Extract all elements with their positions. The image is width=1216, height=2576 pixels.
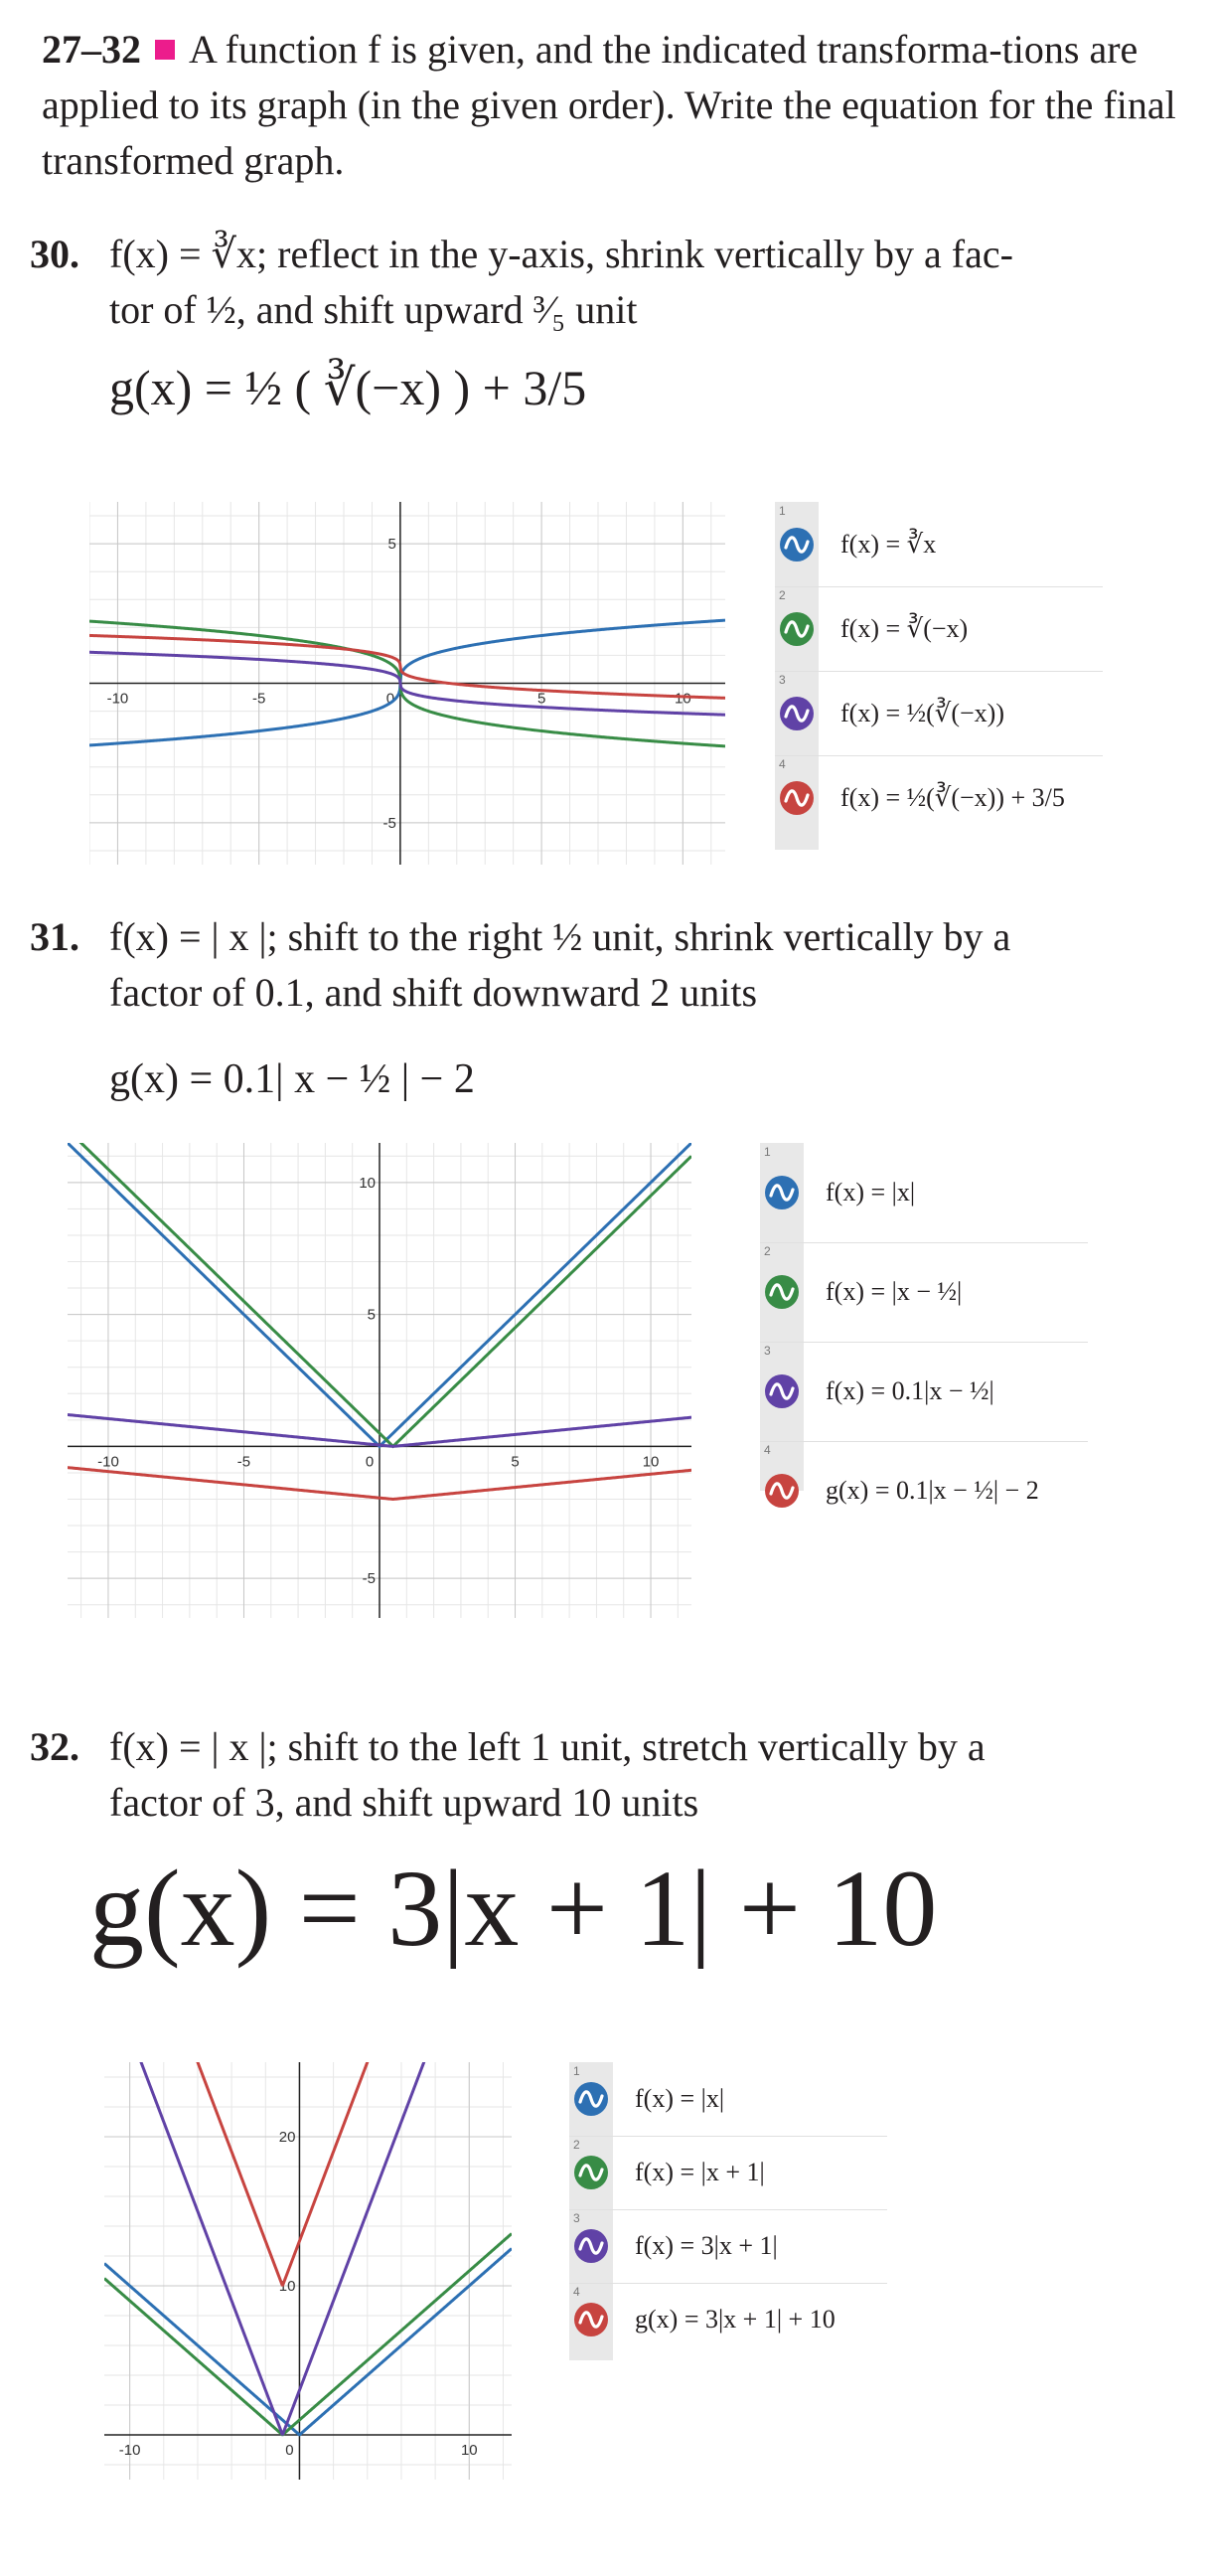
- problem-31: [30, 909, 1192, 1021]
- legend-expression: f(x) = ½(∛(−x)): [840, 698, 1005, 727]
- wave-icon[interactable]: [573, 2081, 609, 2117]
- x-tick-label: 0: [365, 1453, 375, 1471]
- intro-text: [42, 22, 1184, 189]
- legend-item[interactable]: [775, 671, 1103, 756]
- legend-expression: g(x) = 0.1|x − ½| − 2: [826, 1476, 1039, 1505]
- legend-expression: g(x) = 3|x + 1| + 10: [635, 2305, 836, 2334]
- x-tick-label: 5: [536, 690, 546, 708]
- legend-expression: f(x) = 3|x + 1|: [635, 2231, 778, 2260]
- wave-icon[interactable]: [573, 2302, 609, 2337]
- y-tick-label: 20: [278, 2129, 296, 2146]
- problem-number: 31.: [30, 914, 79, 959]
- legend-index: 4: [764, 1443, 771, 1457]
- problem-number: 32.: [30, 1724, 79, 1769]
- problem-statement-line1: f(x) = | x |; shift to the right ½ unit, shrink vertically by a: [109, 914, 1011, 959]
- legend-item[interactable]: [775, 586, 1103, 672]
- wave-icon[interactable]: [779, 611, 815, 647]
- x-tick-label: -10: [106, 690, 129, 708]
- x-tick-label: 10: [674, 690, 691, 708]
- series-line: [104, 2249, 512, 2435]
- answer-30: g(x) = ½ ( ∛(−x) ) + 3/5: [109, 360, 587, 415]
- y-tick-label: -5: [362, 1570, 376, 1588]
- legend-item[interactable]: [569, 2283, 887, 2356]
- problem-range: 27–32: [42, 27, 141, 72]
- legend-expression: f(x) = |x|: [826, 1178, 916, 1207]
- legend-item[interactable]: [760, 1441, 1088, 1540]
- legend-item[interactable]: [569, 2062, 887, 2137]
- legend-index: 2: [764, 1244, 771, 1258]
- series-line: [104, 2062, 512, 2285]
- wave-icon[interactable]: [764, 1274, 800, 1310]
- legend-30: [775, 502, 1103, 850]
- problem-32: [30, 1719, 1192, 1831]
- legend-index: 1: [764, 1145, 771, 1159]
- legend-index: 2: [573, 2138, 580, 2152]
- problem-number: 30.: [30, 232, 79, 276]
- x-tick-label: -10: [97, 1453, 119, 1471]
- pink-square-icon: [155, 40, 175, 60]
- intro-body: A function f is given, and the indicated transforma-tions are applied to its graph (in the given order). Write the equation for the final transformed graph.: [42, 27, 1176, 183]
- wave-icon[interactable]: [764, 1175, 800, 1210]
- problem-statement-line1: f(x) = | x |; shift to the left 1 unit, stretch vertically by a: [109, 1724, 986, 1769]
- legend-item[interactable]: [760, 1143, 1088, 1243]
- x-tick-label: -5: [251, 690, 266, 708]
- legend-index: 3: [573, 2211, 580, 2225]
- legend-index: 3: [779, 673, 786, 687]
- legend-item[interactable]: [569, 2209, 887, 2284]
- legend-item[interactable]: [775, 502, 1103, 587]
- legend-expression: f(x) = |x + 1|: [635, 2158, 765, 2186]
- legend-31: [760, 1143, 1088, 1505]
- y-tick-label: 5: [387, 536, 396, 554]
- y-tick-label: 5: [367, 1306, 376, 1324]
- legend-index: 1: [779, 504, 786, 518]
- legend-index: 3: [764, 1344, 771, 1358]
- problem-statement-line2: factor of 3, and shift upward 10 units: [109, 1780, 699, 1825]
- problem-30: [30, 227, 1192, 338]
- y-tick-label: 10: [278, 2278, 296, 2295]
- series-line: [104, 2062, 512, 2434]
- problem-statement-line2: factor of 0.1, and shift downward 2 units: [109, 970, 758, 1015]
- legend-expression: f(x) = |x|: [635, 2084, 725, 2113]
- legend-item[interactable]: [760, 1342, 1088, 1442]
- x-tick-label: 10: [460, 2442, 478, 2459]
- wave-icon[interactable]: [779, 696, 815, 731]
- legend-index: 4: [779, 757, 786, 771]
- legend-expression: f(x) = 0.1|x − ½|: [826, 1376, 994, 1405]
- legend-expression: f(x) = |x − ½|: [826, 1277, 963, 1306]
- wave-icon[interactable]: [779, 527, 815, 563]
- legend-item[interactable]: [760, 1242, 1088, 1343]
- graph-32: [104, 2062, 512, 2480]
- graph-31: [68, 1143, 691, 1618]
- problem-statement-line2: tor of ½, and shift upward ³⁄₅ unit: [109, 287, 638, 332]
- answer-31: g(x) = 0.1| x − ½ | − 2: [109, 1056, 475, 1102]
- x-tick-label: 0: [385, 690, 395, 708]
- legend-expression: f(x) = ½(∛(−x)) + 3/5: [840, 782, 1065, 812]
- wave-icon[interactable]: [573, 2228, 609, 2264]
- graph-30: [89, 502, 725, 865]
- legend-index: 2: [779, 588, 786, 602]
- problem-statement-line1: f(x) = ∛x; reflect in the y-axis, shrink vertically by a fac-: [109, 232, 1013, 276]
- legend-expression: f(x) = ∛(−x): [840, 613, 969, 643]
- wave-icon[interactable]: [779, 780, 815, 816]
- wave-icon[interactable]: [573, 2155, 609, 2190]
- answer-32: g(x) = 3|x + 1| + 10: [89, 1848, 938, 1969]
- x-tick-label: -5: [236, 1453, 251, 1471]
- series-line: [104, 2234, 512, 2435]
- legend-32: [569, 2062, 887, 2360]
- legend-index: 1: [573, 2064, 580, 2078]
- legend-item[interactable]: [569, 2136, 887, 2210]
- legend-expression: f(x) = ∛x: [840, 529, 937, 559]
- x-tick-label: -10: [118, 2442, 141, 2459]
- x-tick-label: 0: [285, 2442, 294, 2459]
- x-tick-label: 5: [511, 1453, 520, 1471]
- x-tick-label: 10: [642, 1453, 660, 1471]
- wave-icon[interactable]: [764, 1373, 800, 1409]
- wave-icon[interactable]: [764, 1473, 800, 1509]
- legend-item[interactable]: [775, 755, 1103, 840]
- y-tick-label: -5: [382, 814, 396, 832]
- legend-index: 4: [573, 2285, 580, 2299]
- y-tick-label: 10: [359, 1174, 376, 1192]
